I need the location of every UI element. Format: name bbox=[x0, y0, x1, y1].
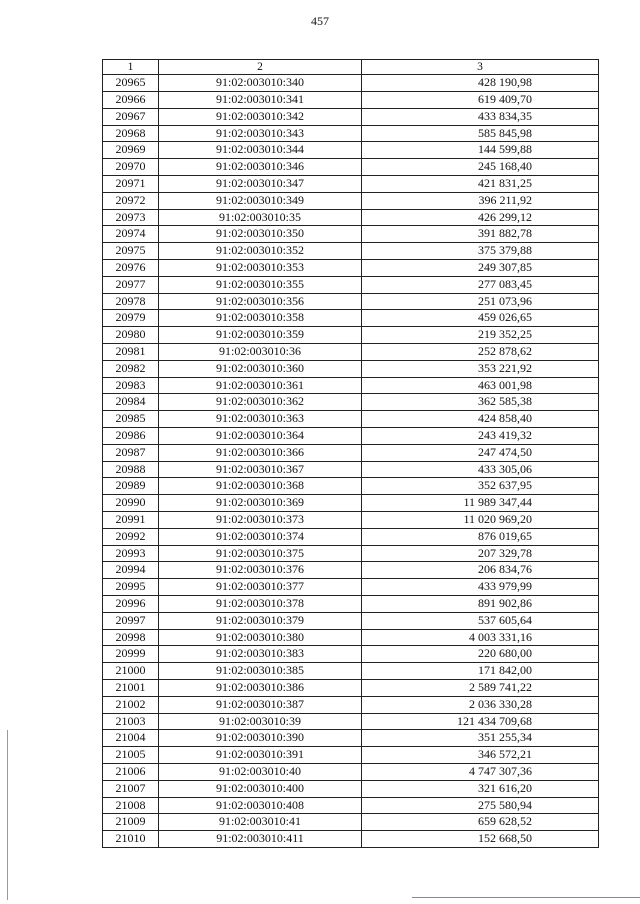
cadastral-number: 91:02:003010:366 bbox=[159, 444, 362, 461]
row-number: 20999 bbox=[103, 646, 159, 663]
row-number: 21008 bbox=[103, 797, 159, 814]
table-row bbox=[103, 293, 599, 310]
cadastral-number: 91:02:003010:373 bbox=[159, 512, 362, 529]
row-number: 20965 bbox=[103, 75, 159, 92]
row-number: 20971 bbox=[103, 176, 159, 193]
cadastral-value: 352 637,95 bbox=[362, 478, 599, 495]
table-row bbox=[103, 713, 599, 730]
row-number: 21002 bbox=[103, 696, 159, 713]
row-number: 20983 bbox=[103, 377, 159, 394]
row-number: 20984 bbox=[103, 394, 159, 411]
row-number: 20991 bbox=[103, 512, 159, 529]
cadastral-value: 152 668,50 bbox=[362, 831, 599, 848]
cadastral-value: 375 379,88 bbox=[362, 243, 599, 260]
page-number: 457 bbox=[311, 14, 329, 28]
cadastral-number: 91:02:003010:39 bbox=[159, 713, 362, 730]
cadastral-number: 91:02:003010:35 bbox=[159, 209, 362, 226]
table-row bbox=[103, 108, 599, 125]
row-number: 20993 bbox=[103, 545, 159, 562]
table-row bbox=[103, 747, 599, 764]
row-number: 20998 bbox=[103, 629, 159, 646]
table-row bbox=[103, 831, 599, 848]
margin-line bbox=[7, 730, 8, 900]
cadastral-value: 2 589 741,22 bbox=[362, 679, 599, 696]
row-number: 20995 bbox=[103, 579, 159, 596]
cadastral-number: 91:02:003010:379 bbox=[159, 612, 362, 629]
table-row bbox=[103, 75, 599, 92]
row-number: 20972 bbox=[103, 192, 159, 209]
table-row bbox=[103, 763, 599, 780]
row-number: 20985 bbox=[103, 411, 159, 428]
row-number: 20992 bbox=[103, 528, 159, 545]
cadastral-value: 433 834,35 bbox=[362, 108, 599, 125]
table-row bbox=[103, 192, 599, 209]
cadastral-number: 91:02:003010:347 bbox=[159, 176, 362, 193]
cadastral-value: 243 419,32 bbox=[362, 428, 599, 445]
row-number: 20986 bbox=[103, 428, 159, 445]
bottom-edge-line bbox=[412, 897, 640, 898]
cadastral-value: 207 329,78 bbox=[362, 545, 599, 562]
column-header-2: 2 bbox=[159, 60, 362, 75]
cadastral-value: 277 083,45 bbox=[362, 276, 599, 293]
cadastral-number: 91:02:003010:362 bbox=[159, 394, 362, 411]
cadastral-number: 91:02:003010:360 bbox=[159, 360, 362, 377]
cadastral-number: 91:02:003010:411 bbox=[159, 831, 362, 848]
cadastral-value: 426 299,12 bbox=[362, 209, 599, 226]
table-row bbox=[103, 646, 599, 663]
cadastral-number: 91:02:003010:386 bbox=[159, 679, 362, 696]
cadastral-value: 459 026,65 bbox=[362, 310, 599, 327]
table-row bbox=[103, 528, 599, 545]
cadastral-number: 91:02:003010:340 bbox=[159, 75, 362, 92]
cadastral-number: 91:02:003010:344 bbox=[159, 142, 362, 159]
table-row bbox=[103, 394, 599, 411]
table-row bbox=[103, 461, 599, 478]
row-number: 20980 bbox=[103, 327, 159, 344]
cadastral-number: 91:02:003010:36 bbox=[159, 344, 362, 361]
cadastral-value: 891 902,86 bbox=[362, 596, 599, 613]
cadastral-number: 91:02:003010:369 bbox=[159, 495, 362, 512]
row-number: 21007 bbox=[103, 780, 159, 797]
cadastral-number: 91:02:003010:349 bbox=[159, 192, 362, 209]
cadastral-number: 91:02:003010:400 bbox=[159, 780, 362, 797]
cadastral-value: 463 001,98 bbox=[362, 377, 599, 394]
row-number: 21009 bbox=[103, 814, 159, 831]
cadastral-number: 91:02:003010:363 bbox=[159, 411, 362, 428]
cadastral-value: 619 409,70 bbox=[362, 92, 599, 109]
table-row bbox=[103, 243, 599, 260]
row-number: 20973 bbox=[103, 209, 159, 226]
row-number: 20974 bbox=[103, 226, 159, 243]
cadastral-number: 91:02:003010:391 bbox=[159, 747, 362, 764]
cadastral-number: 91:02:003010:378 bbox=[159, 596, 362, 613]
row-number: 20976 bbox=[103, 260, 159, 277]
table-row bbox=[103, 612, 599, 629]
cadastral-number: 91:02:003010:408 bbox=[159, 797, 362, 814]
cadastral-number: 91:02:003010:341 bbox=[159, 92, 362, 109]
row-number: 20987 bbox=[103, 444, 159, 461]
cadastral-value: 659 628,52 bbox=[362, 814, 599, 831]
cadastral-value: 144 599,88 bbox=[362, 142, 599, 159]
table-row bbox=[103, 696, 599, 713]
column-header-1: 1 bbox=[103, 60, 159, 75]
table-row bbox=[103, 579, 599, 596]
row-number: 20966 bbox=[103, 92, 159, 109]
table-row bbox=[103, 276, 599, 293]
row-number: 20978 bbox=[103, 293, 159, 310]
table-row bbox=[103, 260, 599, 277]
cadastral-value: 220 680,00 bbox=[362, 646, 599, 663]
table-row bbox=[103, 159, 599, 176]
cadastral-number: 91:02:003010:352 bbox=[159, 243, 362, 260]
table-row bbox=[103, 142, 599, 159]
cadastral-number: 91:02:003010:346 bbox=[159, 159, 362, 176]
cadastral-number: 91:02:003010:353 bbox=[159, 260, 362, 277]
cadastral-value: 219 352,25 bbox=[362, 327, 599, 344]
cadastral-number: 91:02:003010:41 bbox=[159, 814, 362, 831]
cadastral-value: 249 307,85 bbox=[362, 260, 599, 277]
table-row bbox=[103, 176, 599, 193]
row-number: 20979 bbox=[103, 310, 159, 327]
cadastral-value: 206 834,76 bbox=[362, 562, 599, 579]
table-row bbox=[103, 411, 599, 428]
cadastral-value: 346 572,21 bbox=[362, 747, 599, 764]
cadastral-number: 91:02:003010:355 bbox=[159, 276, 362, 293]
table-row bbox=[103, 327, 599, 344]
cadastral-number: 91:02:003010:356 bbox=[159, 293, 362, 310]
row-number: 20977 bbox=[103, 276, 159, 293]
row-number: 20996 bbox=[103, 596, 159, 613]
cadastral-number: 91:02:003010:40 bbox=[159, 763, 362, 780]
cadastral-value: 245 168,40 bbox=[362, 159, 599, 176]
cadastral-value: 4 003 331,16 bbox=[362, 629, 599, 646]
cadastral-value: 537 605,64 bbox=[362, 612, 599, 629]
table-row bbox=[103, 478, 599, 495]
cadastral-value: 11 989 347,44 bbox=[362, 495, 599, 512]
row-number: 20989 bbox=[103, 478, 159, 495]
row-number: 21010 bbox=[103, 831, 159, 848]
cadastral-number: 91:02:003010:358 bbox=[159, 310, 362, 327]
table-row bbox=[103, 663, 599, 680]
row-number: 20981 bbox=[103, 344, 159, 361]
cadastral-value: 351 255,34 bbox=[362, 730, 599, 747]
cadastral-number: 91:02:003010:367 bbox=[159, 461, 362, 478]
cadastral-number: 91:02:003010:364 bbox=[159, 428, 362, 445]
cadastral-number: 91:02:003010:383 bbox=[159, 646, 362, 663]
cadastral-value: 433 305,06 bbox=[362, 461, 599, 478]
row-number: 21000 bbox=[103, 663, 159, 680]
table-row bbox=[103, 428, 599, 445]
table-body bbox=[103, 75, 599, 848]
row-number: 21005 bbox=[103, 747, 159, 764]
row-number: 21004 bbox=[103, 730, 159, 747]
row-number: 21006 bbox=[103, 763, 159, 780]
table-row bbox=[103, 444, 599, 461]
cadastral-number: 91:02:003010:390 bbox=[159, 730, 362, 747]
cadastral-value: 251 073,96 bbox=[362, 293, 599, 310]
cadastral-value: 362 585,38 bbox=[362, 394, 599, 411]
cadastral-value: 433 979,99 bbox=[362, 579, 599, 596]
cadastral-number: 91:02:003010:342 bbox=[159, 108, 362, 125]
cadastral-value: 353 221,92 bbox=[362, 360, 599, 377]
row-number: 21001 bbox=[103, 679, 159, 696]
cadastral-number: 91:02:003010:374 bbox=[159, 528, 362, 545]
table-row bbox=[103, 495, 599, 512]
table-row bbox=[103, 814, 599, 831]
cadastral-number: 91:02:003010:375 bbox=[159, 545, 362, 562]
table-row bbox=[103, 209, 599, 226]
row-number: 20970 bbox=[103, 159, 159, 176]
table-row bbox=[103, 679, 599, 696]
table-row bbox=[103, 780, 599, 797]
row-number: 20968 bbox=[103, 125, 159, 142]
row-number: 20975 bbox=[103, 243, 159, 260]
cadastral-value: 11 020 969,20 bbox=[362, 512, 599, 529]
cadastral-number: 91:02:003010:377 bbox=[159, 579, 362, 596]
row-number: 20997 bbox=[103, 612, 159, 629]
row-number: 20988 bbox=[103, 461, 159, 478]
table-row bbox=[103, 512, 599, 529]
column-header-3: 3 bbox=[362, 60, 599, 75]
cadastral-number: 91:02:003010:387 bbox=[159, 696, 362, 713]
row-number: 20967 bbox=[103, 108, 159, 125]
cadastral-value: 421 831,25 bbox=[362, 176, 599, 193]
cadastral-number: 91:02:003010:350 bbox=[159, 226, 362, 243]
row-number: 21003 bbox=[103, 713, 159, 730]
cadastral-value: 275 580,94 bbox=[362, 797, 599, 814]
cadastral-value: 876 019,65 bbox=[362, 528, 599, 545]
cadastral-value: 121 434 709,68 bbox=[362, 713, 599, 730]
row-number: 20969 bbox=[103, 142, 159, 159]
cadastral-number: 91:02:003010:385 bbox=[159, 663, 362, 680]
table-row bbox=[103, 629, 599, 646]
cadastral-number: 91:02:003010:380 bbox=[159, 629, 362, 646]
table-row bbox=[103, 344, 599, 361]
table-row bbox=[103, 562, 599, 579]
table-row bbox=[103, 226, 599, 243]
cadastral-number: 91:02:003010:359 bbox=[159, 327, 362, 344]
cadastral-value: 428 190,98 bbox=[362, 75, 599, 92]
cadastral-number: 91:02:003010:343 bbox=[159, 125, 362, 142]
table-row bbox=[103, 545, 599, 562]
table-row bbox=[103, 797, 599, 814]
cadastral-value: 247 474,50 bbox=[362, 444, 599, 461]
cadastral-number: 91:02:003010:361 bbox=[159, 377, 362, 394]
table-row bbox=[103, 360, 599, 377]
cadastral-value: 4 747 307,36 bbox=[362, 763, 599, 780]
row-number: 20982 bbox=[103, 360, 159, 377]
row-number: 20994 bbox=[103, 562, 159, 579]
table-row bbox=[103, 730, 599, 747]
table-row bbox=[103, 377, 599, 394]
table-row bbox=[103, 125, 599, 142]
cadastral-value: 2 036 330,28 bbox=[362, 696, 599, 713]
table-row bbox=[103, 310, 599, 327]
cadastral-value: 171 842,00 bbox=[362, 663, 599, 680]
cadastral-number: 91:02:003010:376 bbox=[159, 562, 362, 579]
cadastral-value: 396 211,92 bbox=[362, 192, 599, 209]
row-number: 20990 bbox=[103, 495, 159, 512]
cadastral-value: 424 858,40 bbox=[362, 411, 599, 428]
cadastral-number: 91:02:003010:368 bbox=[159, 478, 362, 495]
cadastral-value: 321 616,20 bbox=[362, 780, 599, 797]
cadastral-value: 391 882,78 bbox=[362, 226, 599, 243]
registry-table bbox=[102, 59, 599, 848]
table-row bbox=[103, 596, 599, 613]
cadastral-value: 585 845,98 bbox=[362, 125, 599, 142]
table-row bbox=[103, 92, 599, 109]
cadastral-value: 252 878,62 bbox=[362, 344, 599, 361]
header-row bbox=[103, 60, 599, 75]
